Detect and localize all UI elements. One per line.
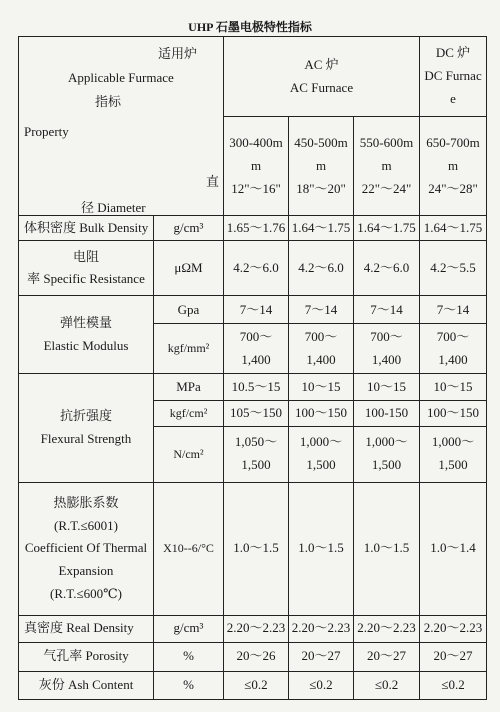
resistance-label: 电阻 率 Specific Resistance: [19, 241, 154, 296]
value-cell: 10～15: [289, 374, 354, 401]
row-thermal-expansion: [19, 482, 487, 615]
thermal-label: 热膨胀系数 (R.T.≤6001) Coefficient Of Thermal Expansion (R.T.≤600℃): [19, 482, 154, 615]
diameter-label: 径 Diameter: [81, 200, 146, 215]
bulk-density-unit: g/cm³: [154, 216, 224, 241]
value-cell: 1,000～ 1,500: [289, 426, 354, 482]
size-col-2: 450-500m m 18"～20": [289, 117, 354, 216]
dc-en-1: DC Furnac: [424, 68, 482, 84]
property-label: Property: [24, 124, 69, 139]
elastic-label: 弹性模量 Elastic Modulus: [19, 296, 154, 374]
value-cell: ≤0.2: [420, 671, 487, 699]
resistance-unit: μΩM: [154, 241, 224, 296]
value-cell: 700～ 1,400: [420, 324, 487, 374]
value-cell: 700～ 1,400: [224, 324, 289, 374]
row-ash-content: [19, 671, 487, 699]
elastic-unit-1: Gpa: [154, 296, 224, 324]
dc-cn: DC 炉: [435, 45, 471, 61]
value-cell: 4.2～6.0: [354, 241, 420, 296]
value-cell: 1.0～1.5: [354, 482, 420, 615]
index-cn-label: 指标: [95, 94, 122, 109]
elastic-unit-2: kgf/mm²: [154, 324, 224, 374]
value-cell: 1.64～1.75: [289, 216, 354, 241]
value-cell: 100～150: [289, 401, 354, 426]
value-cell: 100-150: [354, 401, 420, 426]
value-cell: 1.0～1.4: [420, 482, 487, 615]
value-cell: 4.2～6.0: [289, 241, 354, 296]
thermal-unit: X10--6/°C: [154, 482, 224, 615]
value-cell: 1.0～1.5: [289, 482, 354, 615]
diameter-cn-label: 直: [205, 174, 219, 189]
value-cell: 2.20～2.23: [354, 615, 420, 642]
header-property-cell: [19, 37, 224, 216]
ac-cn: AC 炉: [304, 56, 339, 72]
value-cell: 7～14: [354, 296, 420, 324]
value-cell: 1.65～1.76: [224, 216, 289, 241]
value-cell: ≤0.2: [224, 671, 289, 699]
value-cell: 4.2～6.0: [224, 241, 289, 296]
header-row-furnace: [19, 37, 487, 117]
value-cell: 2.20～2.23: [224, 615, 289, 642]
value-cell: 4.2～5.5: [420, 241, 487, 296]
value-cell: 1,000～ 1,500: [420, 426, 487, 482]
value-cell: 7～14: [224, 296, 289, 324]
value-cell: 700～ 1,400: [289, 324, 354, 374]
real-density-unit: g/cm³: [154, 615, 224, 642]
value-cell: 2.20～2.23: [420, 615, 487, 642]
flexural-unit-2: kgf/cm²: [154, 401, 224, 426]
size-col-4: 650-700m m 24"～28": [420, 117, 487, 216]
size-col-3: 550-600m m 22"～24": [354, 117, 420, 216]
row-flexural-mpa: [19, 374, 487, 401]
value-cell: 7～14: [420, 296, 487, 324]
size-col-1: 300-400m m 12"～16": [224, 117, 289, 216]
value-cell: 105～150: [224, 401, 289, 426]
porosity-label: 气孔率 Porosity: [19, 642, 154, 671]
value-cell: 20～27: [420, 642, 487, 671]
value-cell: ≤0.2: [354, 671, 420, 699]
ac-furnace-header: [224, 37, 420, 117]
value-cell: 10.5～15: [224, 374, 289, 401]
flexural-unit-1: MPa: [154, 374, 224, 401]
dc-furnace-header: [420, 37, 487, 117]
row-elastic-gpa: [19, 296, 487, 324]
value-cell: 700～ 1,400: [354, 324, 420, 374]
real-density-label: 真密度 Real Density: [19, 615, 154, 642]
value-cell: 1,000～ 1,500: [354, 426, 420, 482]
row-real-density: [19, 615, 487, 642]
value-cell: 20～27: [289, 642, 354, 671]
value-cell: 1.0～1.5: [224, 482, 289, 615]
spec-table: [18, 36, 487, 700]
value-cell: 20～26: [224, 642, 289, 671]
bulk-density-label: 体积密度 Bulk Density: [19, 216, 154, 241]
ash-unit: %: [154, 671, 224, 699]
value-cell: ≤0.2: [289, 671, 354, 699]
value-cell: 10～15: [420, 374, 487, 401]
ac-en: AC Furnace: [289, 79, 354, 95]
flexural-unit-3: N/cm²: [154, 426, 224, 482]
row-specific-resistance: [19, 241, 487, 296]
applicable-cn-label: 适用炉: [157, 46, 197, 61]
value-cell: 20～27: [354, 642, 420, 671]
row-porosity: [19, 642, 487, 671]
porosity-unit: %: [154, 642, 224, 671]
value-cell: 1.64～1.75: [420, 216, 487, 241]
value-cell: 100～150: [420, 401, 487, 426]
document-title: UHP 石墨电极特性指标: [188, 20, 312, 34]
value-cell: 7～14: [289, 296, 354, 324]
value-cell: 2.20～2.23: [289, 615, 354, 642]
value-cell: 10～15: [354, 374, 420, 401]
value-cell: 1.64～1.75: [354, 216, 420, 241]
dc-en-2: e: [450, 90, 456, 106]
applicable-en-label: Applicable Furmace: [68, 70, 174, 85]
value-cell: 1,050～ 1,500: [224, 426, 289, 482]
flexural-label: 抗折强度 Flexural Strength: [19, 374, 154, 482]
ash-label: 灰份 Ash Content: [19, 671, 154, 699]
row-bulk-density: [19, 216, 487, 241]
